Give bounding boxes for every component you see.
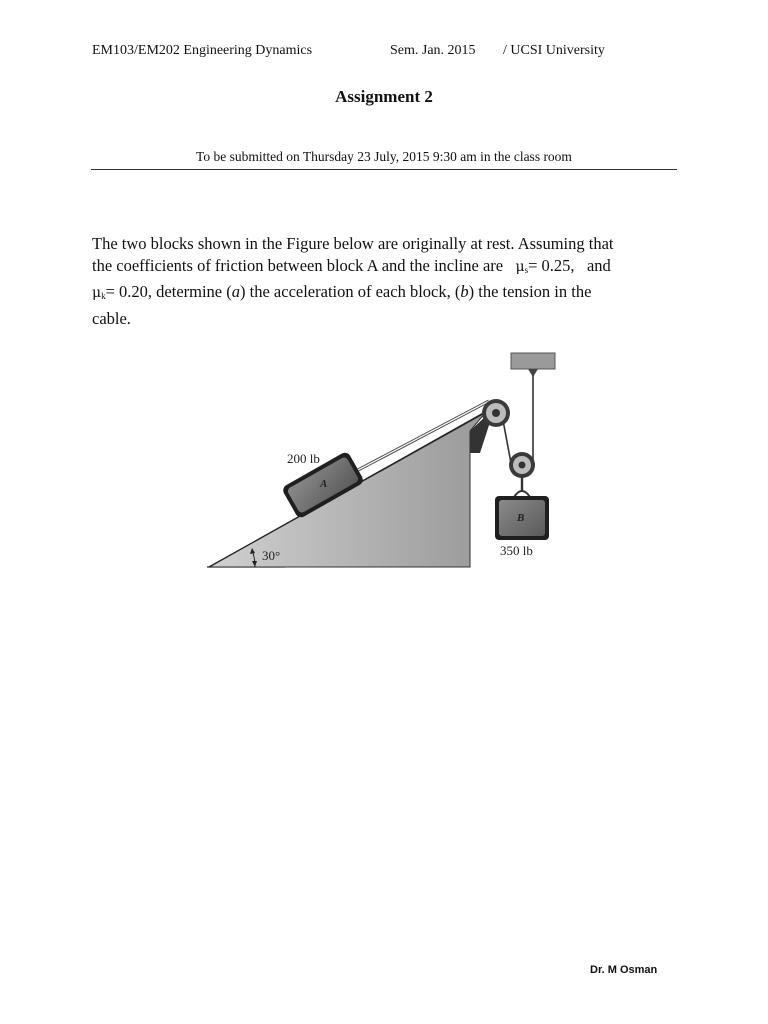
author-name: Dr. M Osman — [590, 964, 658, 976]
problem-statement — [92, 233, 682, 329]
page-title: Assignment 2 — [335, 87, 433, 106]
problem-line-2-text: the coefficients of friction between block A and the incline are — [92, 255, 508, 275]
block-b-label: B — [517, 512, 525, 524]
header-university: / UCSI University — [503, 43, 605, 58]
submission-note: To be submitted on Thursday 23 July, 2015 9:30 am in the class room — [196, 149, 572, 164]
mu-s-symbol: μ — [515, 258, 525, 275]
problem-line-2 — [92, 255, 682, 282]
block-b-weight: 350 lb — [500, 543, 533, 558]
part-a-letter: a — [231, 282, 241, 301]
problem-line-3 — [92, 281, 682, 308]
lower-pulley-hub — [519, 462, 526, 469]
header-course: EM103/EM202 Engineering Dynamics — [92, 43, 313, 58]
mu-s-subscript: s — [524, 264, 529, 275]
mu-s-value: = 0.25, — [528, 255, 575, 275]
problem-line-1: The two blocks shown in the Figure below are originally at rest. Assuming that — [92, 234, 614, 253]
header-semester: Sem. Jan. 2015 — [390, 43, 476, 58]
pulley-incline-figure — [195, 345, 575, 575]
block-a-label: A — [320, 478, 328, 490]
problem-line-4: cable. — [92, 308, 131, 328]
ceiling-support — [511, 353, 555, 369]
part-b-letter: b — [460, 282, 469, 301]
mu-k-subscript: k — [101, 291, 106, 301]
part-b-text: ) the tension in the — [468, 282, 592, 301]
angle-label: 30° — [262, 548, 281, 563]
horizontal-rule — [91, 169, 677, 170]
mu-k-symbol: μ — [92, 285, 102, 301]
block-a-weight: 200 lb — [287, 451, 320, 466]
part-a-text: ) the acceleration of each block, ( — [240, 282, 461, 301]
conjunction-and: and — [582, 255, 611, 275]
top-pulley-hub — [492, 409, 500, 417]
mu-k-value: = 0.20, determine ( — [105, 282, 232, 301]
